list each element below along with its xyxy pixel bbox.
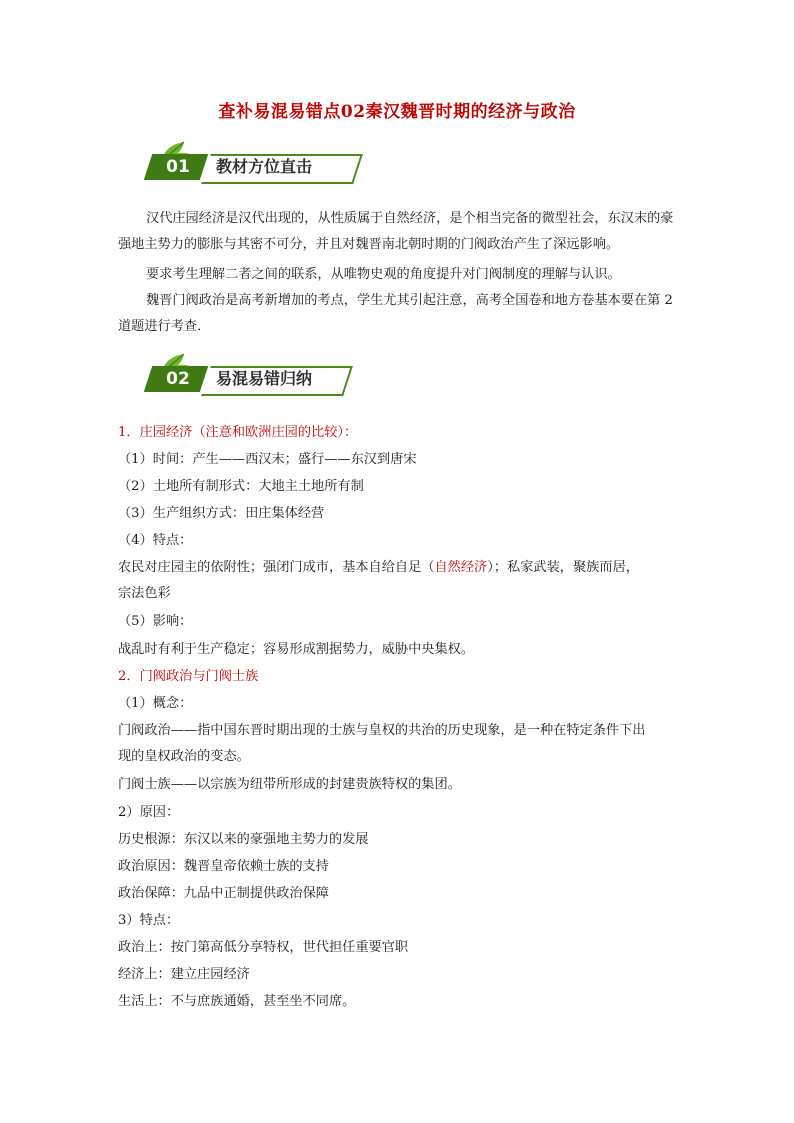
page-title: 查补易混易错点02秦汉魏晋时期的经济与政治: [218, 102, 576, 122]
section-banner-2: [140, 352, 380, 394]
content-text: 农民对庄园主的依附性；强闭门成市，基本自给自足（: [118, 560, 435, 575]
heading-line: 1．庄园经济（注意和欧洲庄园的比较）：: [118, 425, 358, 440]
heading-line: 2．门阀政治与门阀士族: [118, 669, 259, 684]
intro-paragraph-1: 汉代庄园经济是汉代出现的，从性质属于自然经济，是个相当完备的微型社会，东汉末的豪强地主势力的膨胀与其密不可分，并且对魏晋南北朝时期的门阀政治产生了深远影响。: [118, 211, 674, 252]
content-line: 宗法色彩: [118, 586, 171, 601]
highlight-text: 自然经济: [434, 560, 488, 575]
section-number: 01: [166, 157, 190, 177]
section-number: 02: [166, 369, 190, 389]
content-line: 3）特点：: [118, 913, 180, 928]
content-line: 政治上：按门第高低分享特权，世代担任重要官职: [118, 940, 409, 955]
content-line: （1）概念：: [118, 696, 193, 711]
section-label: 教材方位直击: [216, 157, 313, 176]
content-text: ）；私家武装，聚族而居，: [487, 560, 639, 575]
intro-paragraph-3: 魏晋门阀政治是高考新增加的考点，学生尤其引起注意，高考全国卷和地方卷基本要在第 2道题进行考查．: [118, 293, 673, 334]
content-line: （3）生产组织方式：田庄集体经营: [118, 506, 325, 521]
content-line: 政治保障：九品中正制提供政治保障: [118, 886, 329, 901]
content-line: 经济上：建立庄园经济: [118, 967, 250, 982]
content-line: （5）影响：: [118, 614, 193, 629]
content-line: 门阀士族——以宗族为纽带所形成的封建贵族特权的集团。: [118, 777, 461, 792]
content-line: 历史根源：东汉以来的豪强地主势力的发展: [118, 832, 369, 847]
content-line: 生活上：不与庶族通婚，甚至坐不同席。: [118, 994, 356, 1009]
intro-paragraph-2: 要求考生理解二者之间的联系，从唯物史观的角度提升对门阀制度的理解与认识。: [146, 267, 621, 282]
section-label: 易混易错归纳: [216, 369, 313, 388]
content-line: 现的皇权政治的变态。: [118, 749, 250, 764]
content-line: 2）原因：: [118, 805, 180, 820]
content-line: 战乱时有利于生产稳定；容易形成割据势力，威胁中央集权。: [118, 642, 475, 657]
content-line: （4）特点：: [118, 533, 193, 548]
section-banner-1: [140, 140, 380, 182]
content-line: 政治原因：魏晋皇帝依赖士族的支持: [118, 859, 329, 874]
content-line: （1）时间：产生——西汉末；盛行——东汉到唐宋: [118, 452, 417, 467]
content-line: （2）土地所有制形式：大地主土地所有制: [118, 479, 364, 494]
content-line: [118, 558, 639, 578]
content-line: 门阀政治——指中国东晋时期出现的士族与皇权的共治的历史现象，是一种在特定条件下出: [118, 723, 646, 738]
